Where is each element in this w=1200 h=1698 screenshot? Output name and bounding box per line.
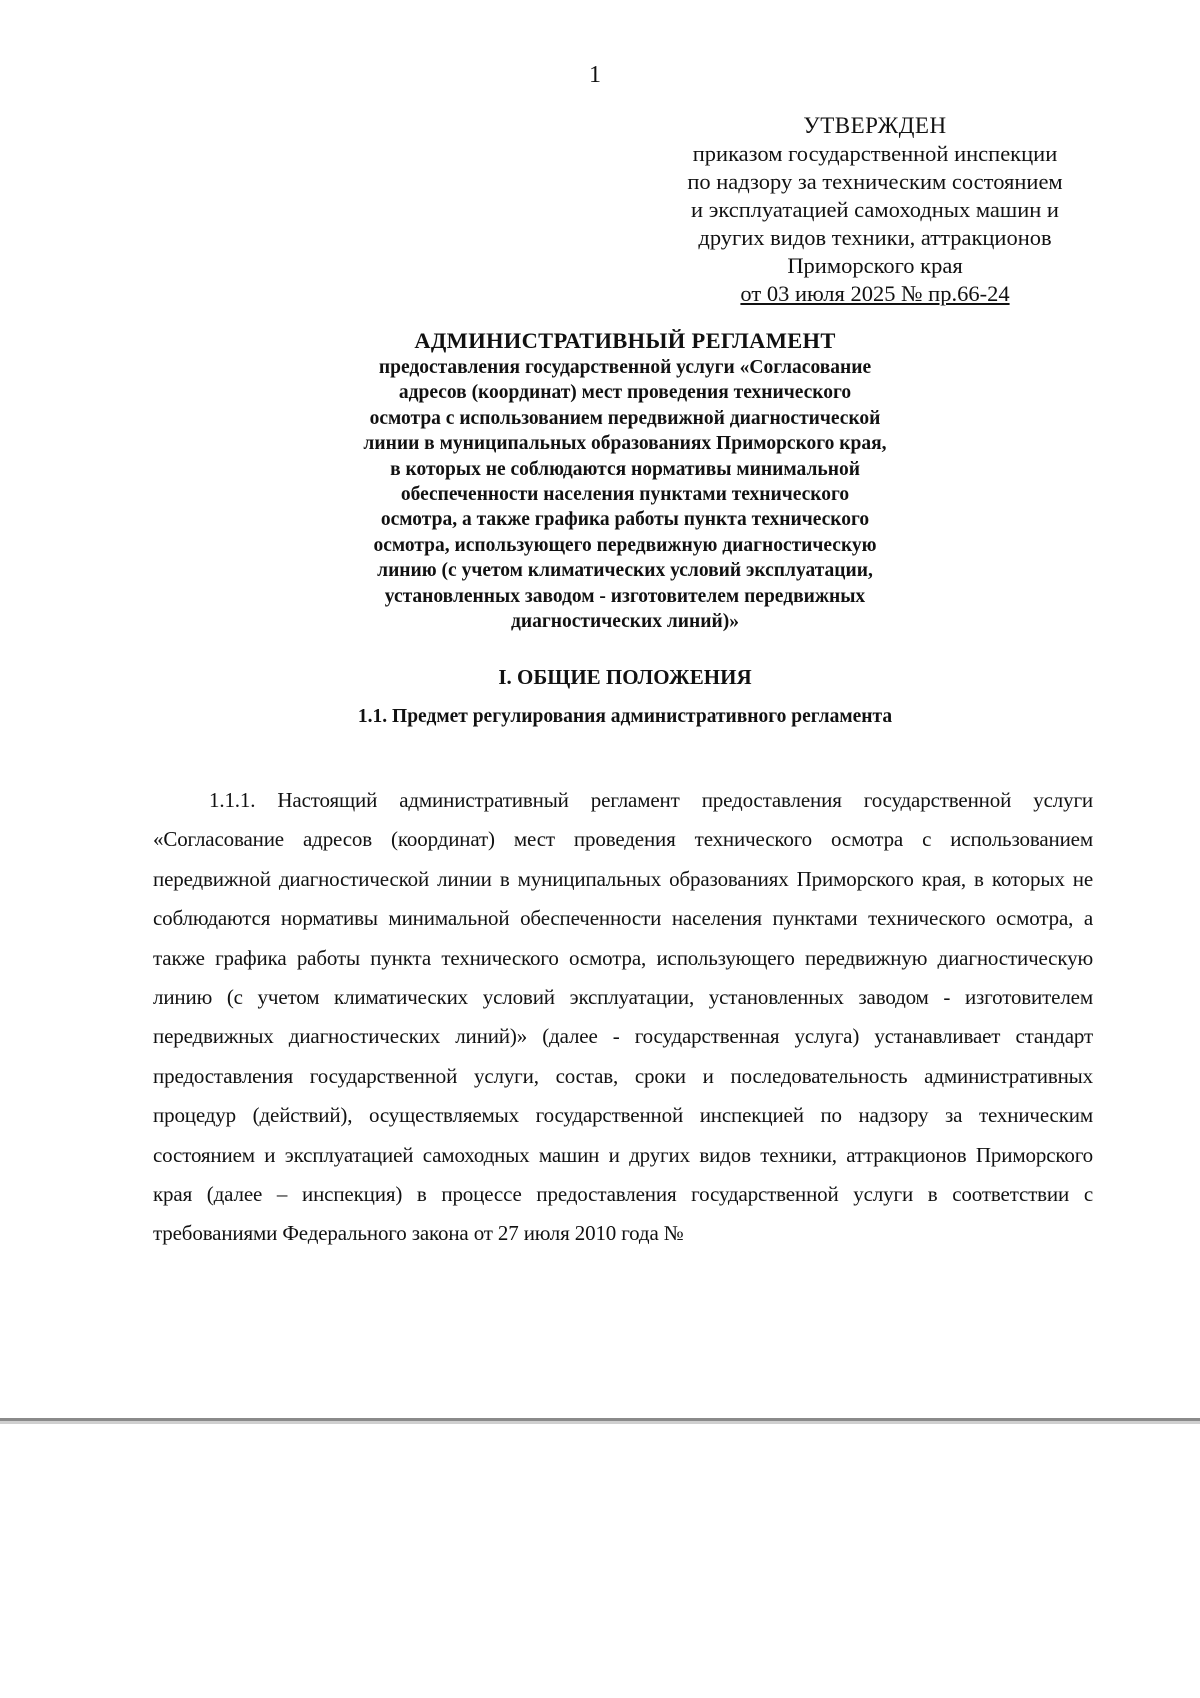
approval-line: и эксплуатацией самоходных машин и [691, 197, 1059, 222]
document-subtitle [260, 355, 990, 634]
approval-line: по надзору за техническим состоянием [687, 169, 1063, 194]
subtitle-line: обеспеченности населения пунктами технического [400, 484, 850, 506]
section-heading: I. ОБЩИЕ ПОЛОЖЕНИЯ [498, 665, 752, 689]
approval-line: других видов техники, аттракционов [698, 225, 1052, 250]
page-number: 1 [589, 62, 601, 88]
approval-line: приказом государственной инспекции [692, 141, 1058, 166]
subtitle-line: осмотра, а также графика работы пункта технического [380, 509, 870, 531]
subtitle-line: диагностических линий)» [511, 611, 739, 633]
body-paragraph: 1.1.1. Настоящий административный регламент предоставления государственной услуги «Согласование адресов (координат) мест проведения технического осмотра с использованием передвижной диагностической линии в муниципальных образованиях Приморского края, в которых не соблюдаются нормативы минимальной обеспеченности населения пунктами технического осмотра, а также графика работы пункта технического осмотра, использующего передвижную диагностическую линию (с учетом климатических условий эксплуатации, установленных заводом - изготовителем передвижных диагностических линий)» (далее - государственная услуга) устанавливает стандарт предоставления государственной услуги, состав, сроки и последовательность административных процедур (действий), осуществляемых государственной инспекцией по надзору за техническим состоянием и эксплуатацией самоходных машин и других видов техники, аттракционов Приморского края (далее – инспекция) в процессе предоставления государственной услуги в соответствии с требованиями Федерального закона от 27 июля 2010 года № [153, 788, 1093, 1246]
approved-label: УТВЕРЖДЕН [803, 113, 947, 138]
subtitle-line: установленных заводом - изготовителем передвижных [384, 585, 866, 607]
document-title-block [260, 327, 990, 634]
subtitle-line: в которых не соблюдаются нормативы минимальной [390, 458, 860, 480]
document-title: АДМИНИСТРАТИВНЫЙ РЕГЛАМЕНТ [414, 328, 836, 353]
subsection-heading: 1.1. Предмет регулирования административного регламента [357, 706, 893, 727]
subtitle-line: линию (с учетом климатических условий эксплуатации, [377, 560, 873, 582]
approval-stamp-block [640, 112, 1110, 308]
subtitle-line: адресов (координат) мест проведения технического [398, 382, 852, 404]
subtitle-line: линии в муниципальных образованиях Приморского края, [363, 433, 887, 455]
subtitle-line: осмотра с использованием передвижной диагностической [369, 407, 881, 429]
subtitle-line: осмотра, использующего передвижную диагностическую [373, 534, 877, 556]
order-reference: от 03 июля 2025 № пр.66-24 [740, 281, 1010, 306]
subtitle-line: предоставления государственной услуги «Согласование [378, 357, 872, 378]
approval-line: Приморского края [787, 253, 963, 278]
